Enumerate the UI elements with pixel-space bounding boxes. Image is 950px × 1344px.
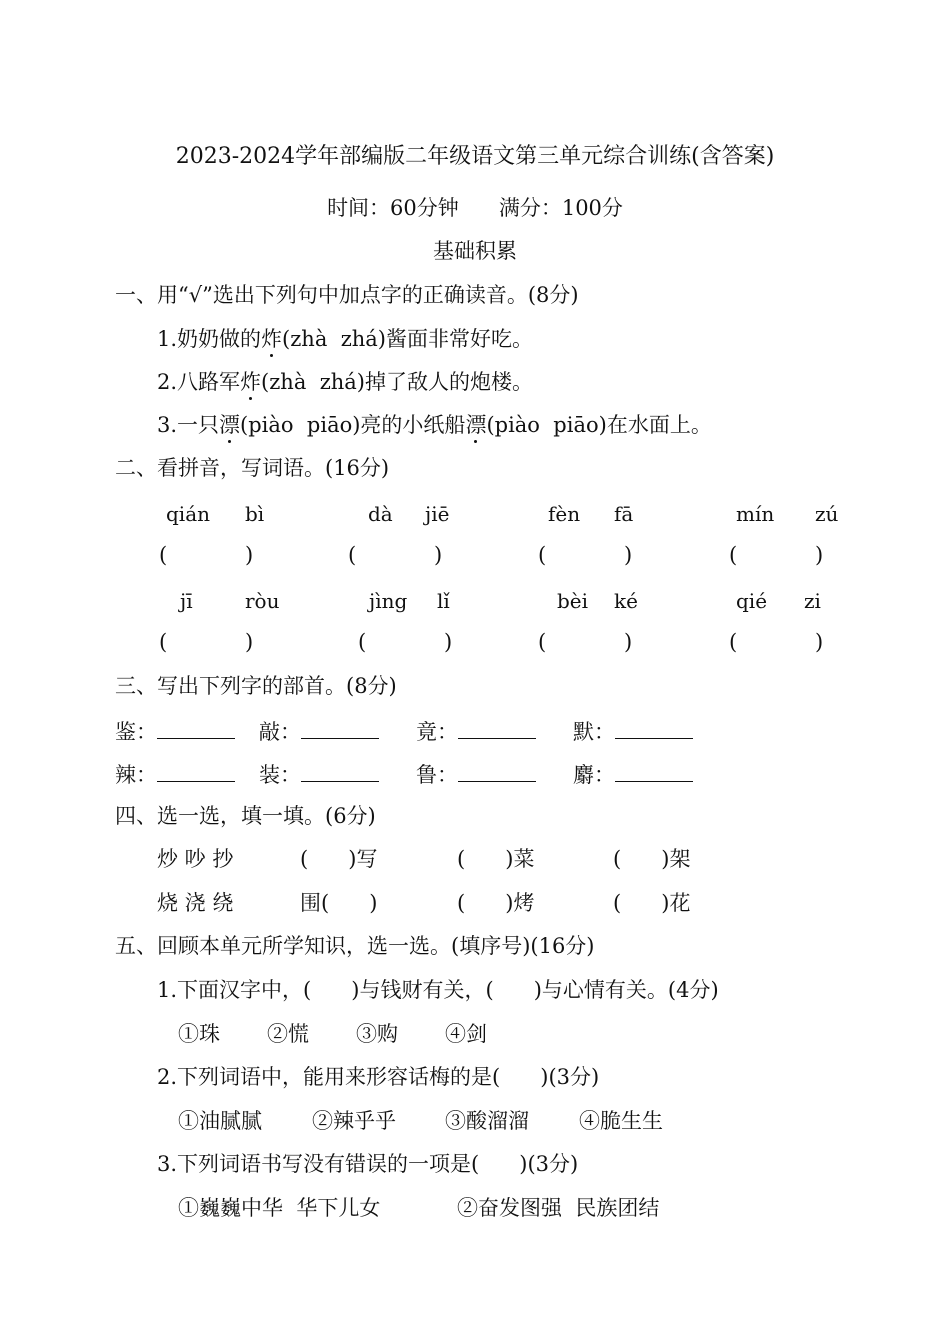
q2-pinyin: ké (614, 589, 638, 613)
q5-p1-option: ②慌 (267, 1022, 309, 1046)
q2-answer-close: ) (444, 630, 453, 654)
q2-pinyin: jiē (425, 502, 450, 526)
q5-part-2: 2.下列词语中，能用来形容话梅的是( )(3分) (157, 1065, 600, 1089)
q3-item (573, 763, 693, 786)
q3-answer-blank[interactable] (615, 720, 693, 739)
q2-answer-open[interactable]: ( (159, 543, 168, 567)
time-and-score: 时间：60分钟 满分：100分 (327, 196, 623, 220)
q1-s1-dotted-char: 炸 (261, 327, 283, 351)
q2-pinyin: zú (815, 502, 839, 526)
q2-pinyin: jìng (369, 589, 408, 613)
q4-row1-chars: 炒 吵 抄 (157, 847, 234, 871)
q2-pinyin: qián (166, 502, 211, 526)
q4-heading: 四、选一选，填一填。(6分) (115, 804, 376, 828)
q4-blank-item[interactable]: ( )写 (300, 847, 378, 871)
q3-char-label: 竟： (416, 720, 458, 744)
q1-s3-text-c: (piào piāo)在水面上。 (486, 413, 712, 437)
q2-answer-close: ) (624, 630, 633, 654)
q4-blank-item[interactable]: ( )花 (613, 891, 691, 915)
q3-item (416, 720, 536, 743)
q3-answer-blank[interactable] (458, 720, 536, 739)
q2-pinyin: fèn (548, 502, 581, 526)
q3-char-label: 鉴： (115, 720, 157, 744)
q3-answer-blank[interactable] (301, 720, 379, 739)
q2-answer-close: ) (624, 543, 633, 567)
q3-char-label: 鲁： (416, 763, 458, 787)
q3-char-label: 敲： (259, 720, 301, 744)
q5-p2-option: ③酸溜溜 (445, 1109, 529, 1133)
q1-sentence-3 (157, 415, 712, 436)
q1-sentence-1 (157, 329, 533, 350)
q1-s1-text-a: 1.奶奶做的 (157, 327, 262, 351)
q4-row2-chars: 烧 浇 绕 (157, 891, 234, 915)
q3-char-label: 辣： (115, 763, 157, 787)
q2-heading: 二、看拼音，写词语。(16分) (115, 456, 390, 480)
q1-s1-text-b: (zhà zhá)酱面非常好吃。 (282, 327, 534, 351)
q5-part-3: 3.下列词语书写没有错误的一项是( )(3分) (157, 1152, 579, 1176)
q5-p1-option: ①珠 (178, 1022, 220, 1046)
q5-p1-option: ④剑 (445, 1022, 487, 1046)
q5-p2-option: ①油腻腻 (178, 1109, 262, 1133)
q4-blank-item[interactable]: ( )菜 (457, 847, 535, 871)
q2-answer-open[interactable]: ( (538, 630, 547, 654)
q1-s3-text-b: (piào piāo)亮的小纸船 (240, 413, 466, 437)
q2-pinyin: qié (736, 589, 768, 613)
q1-s3-dotted-char-1: 漂 (219, 413, 241, 437)
q2-pinyin: dà (368, 502, 393, 526)
q2-answer-open[interactable]: ( (729, 543, 738, 567)
q3-item (259, 720, 379, 743)
q1-s2-dotted-char: 炸 (240, 370, 262, 394)
q5-p3-option: ①巍巍中华 华下儿女 (178, 1196, 381, 1220)
q3-answer-blank[interactable] (615, 763, 693, 782)
q2-answer-open[interactable]: ( (348, 543, 357, 567)
q2-pinyin: fā (614, 502, 634, 526)
q4-blank-item[interactable]: 围( ) (300, 891, 378, 915)
q3-heading: 三、写出下列字的部首。(8分) (115, 674, 397, 698)
q2-pinyin: lǐ (437, 589, 450, 613)
q1-s3-text-a: 3.一只 (157, 413, 220, 437)
q2-pinyin: jī (180, 589, 193, 613)
q2-answer-close: ) (245, 543, 254, 567)
q2-answer-close: ) (815, 630, 824, 654)
q1-sentence-2 (157, 372, 533, 393)
q5-p1-option: ③购 (356, 1022, 398, 1046)
section-heading: 基础积累 (433, 239, 517, 263)
q2-answer-close: ) (815, 543, 824, 567)
q2-pinyin: mín (736, 502, 775, 526)
q2-answer-open[interactable]: ( (538, 543, 547, 567)
q5-heading: 五、回顾本单元所学知识，选一选。(填序号)(16分) (115, 934, 595, 958)
q4-blank-item[interactable]: ( )架 (613, 847, 691, 871)
q3-answer-blank[interactable] (157, 763, 235, 782)
q1-heading: 一、用“√”选出下列句中加点字的正确读音。(8分) (115, 283, 579, 307)
q2-pinyin: bèi (557, 589, 589, 613)
q2-answer-open[interactable]: ( (358, 630, 367, 654)
q2-pinyin: ròu (245, 589, 280, 613)
q5-part-1: 1.下面汉字中，( )与钱财有关，( )与心情有关。(4分) (157, 978, 719, 1002)
q3-item (573, 720, 693, 743)
q1-s2-text-b: (zhà zhá)掉了敌人的炮楼。 (261, 370, 534, 394)
q3-item (416, 763, 536, 786)
q3-char-label: 默： (573, 720, 615, 744)
q2-answer-close: ) (434, 543, 443, 567)
q5-p2-option: ②辣乎乎 (312, 1109, 396, 1133)
q3-answer-blank[interactable] (157, 720, 235, 739)
q3-item (259, 763, 379, 786)
q5-p2-option: ④脆生生 (579, 1109, 663, 1133)
q3-item (115, 763, 235, 786)
q3-char-label: 装： (259, 763, 301, 787)
q3-answer-blank[interactable] (458, 763, 536, 782)
q5-p3-option: ②奋发图强 民族团结 (457, 1196, 660, 1220)
q3-char-label: 麝： (573, 763, 615, 787)
q1-s3-dotted-char-2: 漂 (465, 413, 487, 437)
document-title: 2023-2024学年部编版二年级语文第三单元综合训练(含答案) (175, 144, 775, 169)
q3-answer-blank[interactable] (301, 763, 379, 782)
q2-answer-open[interactable]: ( (159, 630, 168, 654)
q4-blank-item[interactable]: ( )烤 (457, 891, 535, 915)
q1-s2-text-a: 2.八路军 (157, 370, 241, 394)
q2-pinyin: zi (804, 589, 821, 613)
q2-pinyin: bì (245, 502, 265, 526)
q3-item (115, 720, 235, 743)
q2-answer-close: ) (245, 630, 254, 654)
q2-answer-open[interactable]: ( (729, 630, 738, 654)
